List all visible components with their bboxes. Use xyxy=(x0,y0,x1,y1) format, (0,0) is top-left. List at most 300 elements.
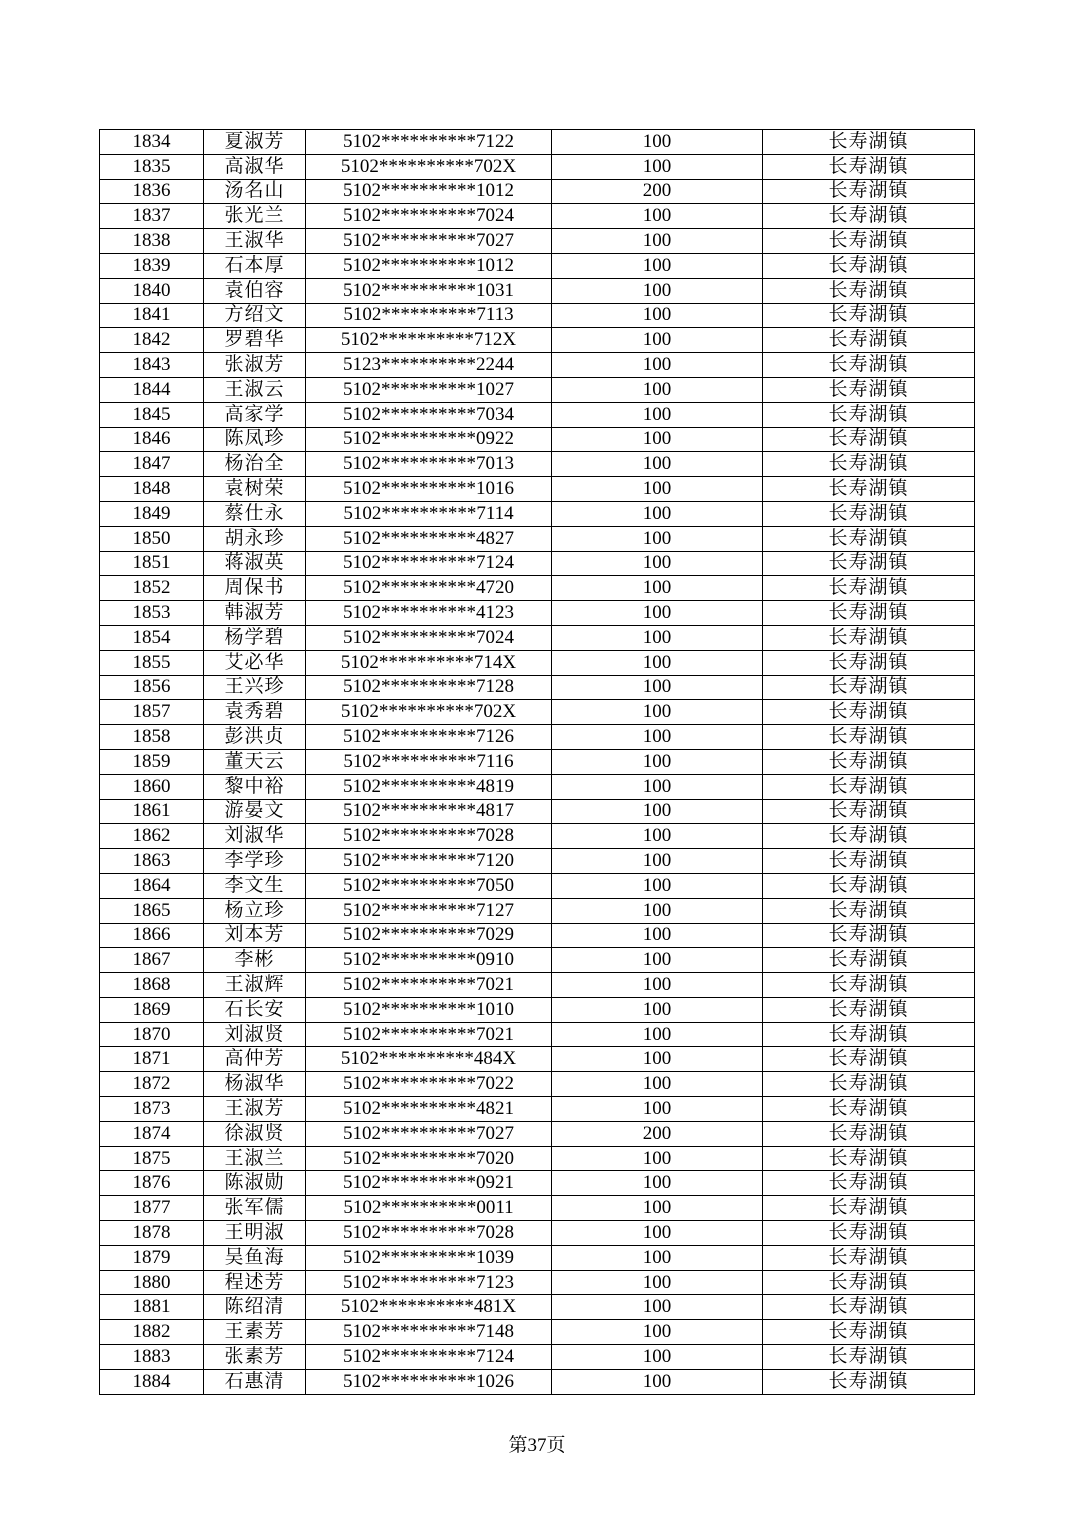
amount-cell: 100 xyxy=(552,501,763,526)
amount-cell: 100 xyxy=(552,973,763,998)
name-cell: 韩淑芳 xyxy=(204,601,306,626)
serial-number-cell: 1876 xyxy=(100,1171,204,1196)
name-cell: 石长安 xyxy=(204,997,306,1022)
name-cell: 高家学 xyxy=(204,402,306,427)
id-number-cell: 5102**********7029 xyxy=(306,923,552,948)
table-row xyxy=(100,1369,975,1394)
id-number-cell: 5102**********7128 xyxy=(306,675,552,700)
recipient-table xyxy=(99,129,975,1395)
name-cell: 王淑兰 xyxy=(204,1146,306,1171)
table-row xyxy=(100,873,975,898)
amount-cell: 100 xyxy=(552,253,763,278)
id-number-cell: 5102**********1016 xyxy=(306,477,552,502)
amount-cell: 100 xyxy=(552,725,763,750)
serial-number-cell: 1852 xyxy=(100,576,204,601)
id-number-cell: 5102**********7116 xyxy=(306,749,552,774)
id-number-cell: 5102**********481X xyxy=(306,1295,552,1320)
name-cell: 杨学碧 xyxy=(204,625,306,650)
serial-number-cell: 1837 xyxy=(100,204,204,229)
table-row xyxy=(100,1121,975,1146)
amount-cell: 100 xyxy=(552,948,763,973)
name-cell: 王淑云 xyxy=(204,377,306,402)
id-number-cell: 5102**********1026 xyxy=(306,1369,552,1394)
town-cell: 长寿湖镇 xyxy=(763,278,975,303)
table-row xyxy=(100,1097,975,1122)
town-cell: 长寿湖镇 xyxy=(763,1121,975,1146)
name-cell: 王明淑 xyxy=(204,1221,306,1246)
serial-number-cell: 1883 xyxy=(100,1345,204,1370)
town-cell: 长寿湖镇 xyxy=(763,625,975,650)
town-cell: 长寿湖镇 xyxy=(763,130,975,155)
town-cell: 长寿湖镇 xyxy=(763,452,975,477)
id-number-cell: 5102**********0910 xyxy=(306,948,552,973)
name-cell: 夏淑芳 xyxy=(204,130,306,155)
id-number-cell: 5102**********7024 xyxy=(306,204,552,229)
id-number-cell: 5102**********4720 xyxy=(306,576,552,601)
name-cell: 彭洪贞 xyxy=(204,725,306,750)
serial-number-cell: 1840 xyxy=(100,278,204,303)
id-number-cell: 5102**********7050 xyxy=(306,873,552,898)
name-cell: 刘本芳 xyxy=(204,923,306,948)
amount-cell: 200 xyxy=(552,179,763,204)
id-number-cell: 5102**********4827 xyxy=(306,526,552,551)
town-cell: 长寿湖镇 xyxy=(763,973,975,998)
town-cell: 长寿湖镇 xyxy=(763,526,975,551)
name-cell: 陈绍清 xyxy=(204,1295,306,1320)
id-number-cell: 5102**********702X xyxy=(306,154,552,179)
town-cell: 长寿湖镇 xyxy=(763,229,975,254)
name-cell: 李文生 xyxy=(204,873,306,898)
town-cell: 长寿湖镇 xyxy=(763,700,975,725)
name-cell: 杨淑华 xyxy=(204,1072,306,1097)
table-row xyxy=(100,1295,975,1320)
table-row xyxy=(100,551,975,576)
serial-number-cell: 1878 xyxy=(100,1221,204,1246)
town-cell: 长寿湖镇 xyxy=(763,179,975,204)
table-row xyxy=(100,501,975,526)
table-row xyxy=(100,700,975,725)
serial-number-cell: 1845 xyxy=(100,402,204,427)
name-cell: 杨治全 xyxy=(204,452,306,477)
amount-cell: 100 xyxy=(552,154,763,179)
town-cell: 长寿湖镇 xyxy=(763,997,975,1022)
town-cell: 长寿湖镇 xyxy=(763,923,975,948)
table-row xyxy=(100,1270,975,1295)
town-cell: 长寿湖镇 xyxy=(763,948,975,973)
id-number-cell: 5102**********7113 xyxy=(306,303,552,328)
table-row xyxy=(100,923,975,948)
town-cell: 长寿湖镇 xyxy=(763,576,975,601)
amount-cell: 100 xyxy=(552,526,763,551)
table-row xyxy=(100,774,975,799)
town-cell: 长寿湖镇 xyxy=(763,1221,975,1246)
town-cell: 长寿湖镇 xyxy=(763,873,975,898)
table-row xyxy=(100,353,975,378)
table-row xyxy=(100,973,975,998)
name-cell: 袁伯容 xyxy=(204,278,306,303)
town-cell: 长寿湖镇 xyxy=(763,898,975,923)
id-number-cell: 5102**********7024 xyxy=(306,625,552,650)
table-row xyxy=(100,948,975,973)
id-number-cell: 5102**********484X xyxy=(306,1047,552,1072)
town-cell: 长寿湖镇 xyxy=(763,799,975,824)
table-row xyxy=(100,229,975,254)
name-cell: 刘淑华 xyxy=(204,824,306,849)
table-row xyxy=(100,650,975,675)
amount-cell: 100 xyxy=(552,1245,763,1270)
table-row xyxy=(100,1320,975,1345)
serial-number-cell: 1838 xyxy=(100,229,204,254)
id-number-cell: 5102**********7127 xyxy=(306,898,552,923)
table-row xyxy=(100,576,975,601)
id-number-cell: 5102**********1012 xyxy=(306,179,552,204)
id-number-cell: 5102**********7027 xyxy=(306,229,552,254)
table-row xyxy=(100,477,975,502)
table-row xyxy=(100,997,975,1022)
table-row xyxy=(100,1245,975,1270)
id-number-cell: 5102**********7122 xyxy=(306,130,552,155)
id-number-cell: 5102**********4821 xyxy=(306,1097,552,1122)
serial-number-cell: 1879 xyxy=(100,1245,204,1270)
serial-number-cell: 1881 xyxy=(100,1295,204,1320)
town-cell: 长寿湖镇 xyxy=(763,1369,975,1394)
table-row xyxy=(100,1146,975,1171)
serial-number-cell: 1842 xyxy=(100,328,204,353)
town-cell: 长寿湖镇 xyxy=(763,477,975,502)
id-number-cell: 5123**********2244 xyxy=(306,353,552,378)
name-cell: 王素芳 xyxy=(204,1320,306,1345)
id-number-cell: 5102**********714X xyxy=(306,650,552,675)
amount-cell: 200 xyxy=(552,1121,763,1146)
table-row xyxy=(100,377,975,402)
amount-cell: 100 xyxy=(552,1022,763,1047)
name-cell: 袁树荣 xyxy=(204,477,306,502)
table-row xyxy=(100,1196,975,1221)
table-row xyxy=(100,204,975,229)
id-number-cell: 5102**********0921 xyxy=(306,1171,552,1196)
id-number-cell: 5102**********7021 xyxy=(306,973,552,998)
serial-number-cell: 1848 xyxy=(100,477,204,502)
amount-cell: 100 xyxy=(552,427,763,452)
serial-number-cell: 1855 xyxy=(100,650,204,675)
serial-number-cell: 1847 xyxy=(100,452,204,477)
name-cell: 汤名山 xyxy=(204,179,306,204)
town-cell: 长寿湖镇 xyxy=(763,725,975,750)
town-cell: 长寿湖镇 xyxy=(763,1022,975,1047)
serial-number-cell: 1867 xyxy=(100,948,204,973)
serial-number-cell: 1869 xyxy=(100,997,204,1022)
amount-cell: 100 xyxy=(552,1072,763,1097)
name-cell: 王淑芳 xyxy=(204,1097,306,1122)
id-number-cell: 5102**********1031 xyxy=(306,278,552,303)
amount-cell: 100 xyxy=(552,204,763,229)
page-number: 第37页 xyxy=(508,1435,566,1456)
amount-cell: 100 xyxy=(552,873,763,898)
name-cell: 吴鱼海 xyxy=(204,1245,306,1270)
amount-cell: 100 xyxy=(552,650,763,675)
name-cell: 王兴珍 xyxy=(204,675,306,700)
amount-cell: 100 xyxy=(552,278,763,303)
serial-number-cell: 1874 xyxy=(100,1121,204,1146)
serial-number-cell: 1870 xyxy=(100,1022,204,1047)
town-cell: 长寿湖镇 xyxy=(763,303,975,328)
name-cell: 胡永珍 xyxy=(204,526,306,551)
id-number-cell: 5102**********7148 xyxy=(306,1320,552,1345)
name-cell: 张淑芳 xyxy=(204,353,306,378)
name-cell: 罗碧华 xyxy=(204,328,306,353)
name-cell: 石本厚 xyxy=(204,253,306,278)
amount-cell: 100 xyxy=(552,997,763,1022)
name-cell: 杨立珍 xyxy=(204,898,306,923)
name-cell: 石惠清 xyxy=(204,1369,306,1394)
town-cell: 长寿湖镇 xyxy=(763,1345,975,1370)
amount-cell: 100 xyxy=(552,923,763,948)
name-cell: 袁秀碧 xyxy=(204,700,306,725)
name-cell: 蔡仕永 xyxy=(204,501,306,526)
amount-cell: 100 xyxy=(552,1221,763,1246)
name-cell: 张素芳 xyxy=(204,1345,306,1370)
id-number-cell: 5102**********4817 xyxy=(306,799,552,824)
name-cell: 蒋淑英 xyxy=(204,551,306,576)
amount-cell: 100 xyxy=(552,898,763,923)
town-cell: 长寿湖镇 xyxy=(763,1047,975,1072)
town-cell: 长寿湖镇 xyxy=(763,774,975,799)
table-row xyxy=(100,278,975,303)
town-cell: 长寿湖镇 xyxy=(763,204,975,229)
amount-cell: 100 xyxy=(552,353,763,378)
town-cell: 长寿湖镇 xyxy=(763,749,975,774)
table-row xyxy=(100,898,975,923)
amount-cell: 100 xyxy=(552,824,763,849)
table-row xyxy=(100,1072,975,1097)
table-row xyxy=(100,1221,975,1246)
amount-cell: 100 xyxy=(552,130,763,155)
table-row xyxy=(100,601,975,626)
serial-number-cell: 1835 xyxy=(100,154,204,179)
id-number-cell: 5102**********7028 xyxy=(306,1221,552,1246)
serial-number-cell: 1859 xyxy=(100,749,204,774)
name-cell: 陈凤珍 xyxy=(204,427,306,452)
id-number-cell: 5102**********712X xyxy=(306,328,552,353)
id-number-cell: 5102**********7022 xyxy=(306,1072,552,1097)
name-cell: 方绍文 xyxy=(204,303,306,328)
serial-number-cell: 1854 xyxy=(100,625,204,650)
serial-number-cell: 1836 xyxy=(100,179,204,204)
id-number-cell: 5102**********0922 xyxy=(306,427,552,452)
amount-cell: 100 xyxy=(552,551,763,576)
serial-number-cell: 1875 xyxy=(100,1146,204,1171)
amount-cell: 100 xyxy=(552,700,763,725)
serial-number-cell: 1882 xyxy=(100,1320,204,1345)
table-row xyxy=(100,1171,975,1196)
name-cell: 周保书 xyxy=(204,576,306,601)
amount-cell: 100 xyxy=(552,675,763,700)
town-cell: 长寿湖镇 xyxy=(763,1245,975,1270)
id-number-cell: 5102**********7021 xyxy=(306,1022,552,1047)
table-row xyxy=(100,303,975,328)
name-cell: 刘淑贤 xyxy=(204,1022,306,1047)
table-row xyxy=(100,1022,975,1047)
serial-number-cell: 1862 xyxy=(100,824,204,849)
name-cell: 董天云 xyxy=(204,749,306,774)
table-row xyxy=(100,526,975,551)
amount-cell: 100 xyxy=(552,1047,763,1072)
id-number-cell: 5102**********1012 xyxy=(306,253,552,278)
amount-cell: 100 xyxy=(552,229,763,254)
town-cell: 长寿湖镇 xyxy=(763,402,975,427)
table-row xyxy=(100,1047,975,1072)
id-number-cell: 5102**********4123 xyxy=(306,601,552,626)
amount-cell: 100 xyxy=(552,303,763,328)
id-number-cell: 5102**********7027 xyxy=(306,1121,552,1146)
table-row xyxy=(100,824,975,849)
serial-number-cell: 1866 xyxy=(100,923,204,948)
amount-cell: 100 xyxy=(552,749,763,774)
serial-number-cell: 1858 xyxy=(100,725,204,750)
serial-number-cell: 1877 xyxy=(100,1196,204,1221)
town-cell: 长寿湖镇 xyxy=(763,377,975,402)
town-cell: 长寿湖镇 xyxy=(763,154,975,179)
amount-cell: 100 xyxy=(552,625,763,650)
town-cell: 长寿湖镇 xyxy=(763,427,975,452)
id-number-cell: 5102**********4819 xyxy=(306,774,552,799)
table-row xyxy=(100,725,975,750)
id-number-cell: 5102**********702X xyxy=(306,700,552,725)
name-cell: 徐淑贤 xyxy=(204,1121,306,1146)
name-cell: 高仲芳 xyxy=(204,1047,306,1072)
town-cell: 长寿湖镇 xyxy=(763,353,975,378)
id-number-cell: 5102**********1039 xyxy=(306,1245,552,1270)
serial-number-cell: 1872 xyxy=(100,1072,204,1097)
id-number-cell: 5102**********7124 xyxy=(306,551,552,576)
serial-number-cell: 1873 xyxy=(100,1097,204,1122)
table-row xyxy=(100,130,975,155)
id-number-cell: 5102**********7034 xyxy=(306,402,552,427)
table-row xyxy=(100,402,975,427)
id-number-cell: 5102**********7126 xyxy=(306,725,552,750)
serial-number-cell: 1853 xyxy=(100,601,204,626)
id-number-cell: 5102**********7013 xyxy=(306,452,552,477)
serial-number-cell: 1849 xyxy=(100,501,204,526)
table-row xyxy=(100,625,975,650)
serial-number-cell: 1841 xyxy=(100,303,204,328)
name-cell: 黎中裕 xyxy=(204,774,306,799)
serial-number-cell: 1856 xyxy=(100,675,204,700)
town-cell: 长寿湖镇 xyxy=(763,1146,975,1171)
name-cell: 艾必华 xyxy=(204,650,306,675)
town-cell: 长寿湖镇 xyxy=(763,601,975,626)
serial-number-cell: 1860 xyxy=(100,774,204,799)
name-cell: 陈淑勋 xyxy=(204,1171,306,1196)
table-row xyxy=(100,154,975,179)
town-cell: 长寿湖镇 xyxy=(763,1097,975,1122)
amount-cell: 100 xyxy=(552,1097,763,1122)
amount-cell: 100 xyxy=(552,328,763,353)
serial-number-cell: 1844 xyxy=(100,377,204,402)
serial-number-cell: 1861 xyxy=(100,799,204,824)
amount-cell: 100 xyxy=(552,601,763,626)
table-row xyxy=(100,328,975,353)
town-cell: 长寿湖镇 xyxy=(763,1295,975,1320)
amount-cell: 100 xyxy=(552,1196,763,1221)
amount-cell: 100 xyxy=(552,1270,763,1295)
name-cell: 王淑辉 xyxy=(204,973,306,998)
serial-number-cell: 1846 xyxy=(100,427,204,452)
serial-number-cell: 1884 xyxy=(100,1369,204,1394)
name-cell: 高淑华 xyxy=(204,154,306,179)
table-row xyxy=(100,452,975,477)
id-number-cell: 5102**********1010 xyxy=(306,997,552,1022)
serial-number-cell: 1843 xyxy=(100,353,204,378)
town-cell: 长寿湖镇 xyxy=(763,675,975,700)
amount-cell: 100 xyxy=(552,799,763,824)
serial-number-cell: 1871 xyxy=(100,1047,204,1072)
town-cell: 长寿湖镇 xyxy=(763,501,975,526)
town-cell: 长寿湖镇 xyxy=(763,1270,975,1295)
amount-cell: 100 xyxy=(552,849,763,874)
town-cell: 长寿湖镇 xyxy=(763,1171,975,1196)
amount-cell: 100 xyxy=(552,377,763,402)
serial-number-cell: 1834 xyxy=(100,130,204,155)
id-number-cell: 5102**********7028 xyxy=(306,824,552,849)
amount-cell: 100 xyxy=(552,576,763,601)
table-row xyxy=(100,849,975,874)
amount-cell: 100 xyxy=(552,1146,763,1171)
table-body xyxy=(100,130,975,1395)
id-number-cell: 5102**********7114 xyxy=(306,501,552,526)
id-number-cell: 5102**********7123 xyxy=(306,1270,552,1295)
amount-cell: 100 xyxy=(552,1345,763,1370)
amount-cell: 100 xyxy=(552,402,763,427)
table-row xyxy=(100,427,975,452)
table-row xyxy=(100,253,975,278)
town-cell: 长寿湖镇 xyxy=(763,849,975,874)
town-cell: 长寿湖镇 xyxy=(763,1196,975,1221)
name-cell: 张光兰 xyxy=(204,204,306,229)
name-cell: 张军儒 xyxy=(204,1196,306,1221)
town-cell: 长寿湖镇 xyxy=(763,824,975,849)
town-cell: 长寿湖镇 xyxy=(763,650,975,675)
serial-number-cell: 1868 xyxy=(100,973,204,998)
amount-cell: 100 xyxy=(552,774,763,799)
name-cell: 程述芳 xyxy=(204,1270,306,1295)
town-cell: 长寿湖镇 xyxy=(763,328,975,353)
name-cell: 李彬 xyxy=(204,948,306,973)
amount-cell: 100 xyxy=(552,452,763,477)
town-cell: 长寿湖镇 xyxy=(763,551,975,576)
amount-cell: 100 xyxy=(552,477,763,502)
table-row xyxy=(100,179,975,204)
table-row xyxy=(100,675,975,700)
amount-cell: 100 xyxy=(552,1369,763,1394)
id-number-cell: 5102**********1027 xyxy=(306,377,552,402)
amount-cell: 100 xyxy=(552,1171,763,1196)
serial-number-cell: 1839 xyxy=(100,253,204,278)
table-row xyxy=(100,1345,975,1370)
id-number-cell: 5102**********7120 xyxy=(306,849,552,874)
amount-cell: 100 xyxy=(552,1295,763,1320)
town-cell: 长寿湖镇 xyxy=(763,1320,975,1345)
serial-number-cell: 1850 xyxy=(100,526,204,551)
serial-number-cell: 1865 xyxy=(100,898,204,923)
serial-number-cell: 1880 xyxy=(100,1270,204,1295)
town-cell: 长寿湖镇 xyxy=(763,253,975,278)
serial-number-cell: 1857 xyxy=(100,700,204,725)
table-row xyxy=(100,749,975,774)
table-row xyxy=(100,799,975,824)
serial-number-cell: 1863 xyxy=(100,849,204,874)
id-number-cell: 5102**********7124 xyxy=(306,1345,552,1370)
